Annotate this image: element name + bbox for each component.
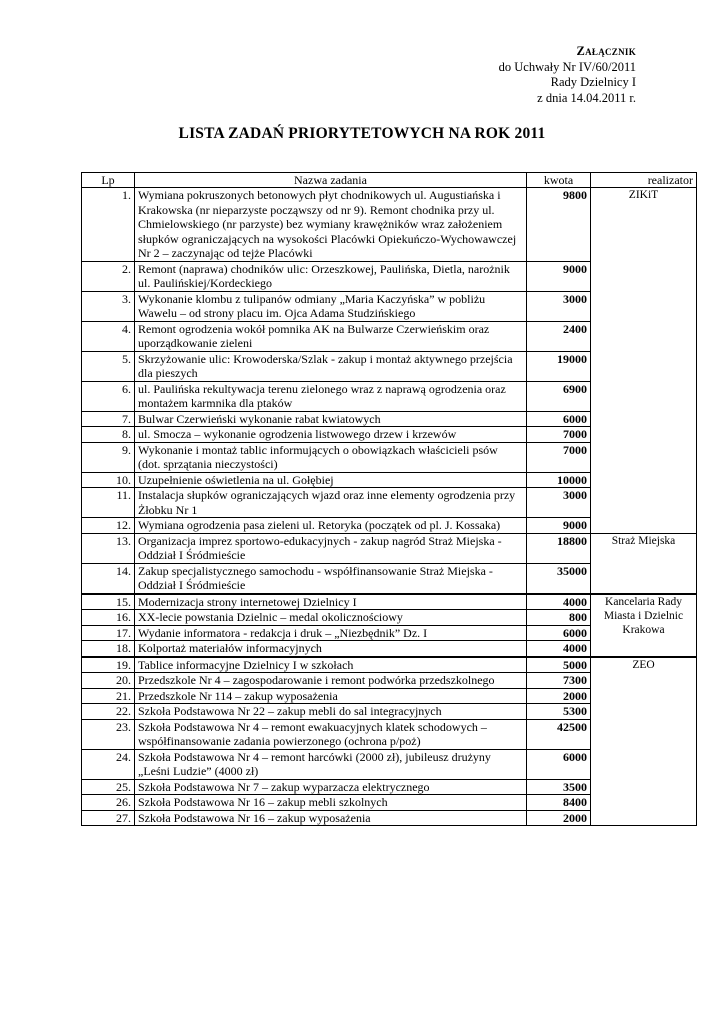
table-header-row — [82, 173, 697, 188]
task-name: Remont (naprawa) chodników ulic: Orzeszkowej, Paulińska, Dietla, narożnik ul. Paulińskiej/Kordeckiego — [135, 261, 527, 291]
task-name: Modernizacja strony internetowej Dzielnicy I — [135, 594, 527, 610]
row-number: 7. — [82, 411, 135, 427]
row-number: 25. — [82, 779, 135, 795]
council-line: Rady Dzielnicy I — [550, 75, 636, 89]
row-number: 10. — [82, 472, 135, 488]
task-amount: 6900 — [527, 381, 591, 411]
task-amount: 42500 — [527, 719, 591, 749]
task-name: Szkoła Podstawowa Nr 16 – zakup wyposażenia — [135, 810, 527, 826]
column-header-task-name: Nazwa zadania — [135, 173, 527, 188]
row-number: 2. — [82, 261, 135, 291]
task-amount: 7000 — [527, 427, 591, 443]
document-header — [499, 44, 636, 106]
task-amount: 7000 — [527, 442, 591, 472]
date-line: z dnia 14.04.2011 r. — [537, 90, 636, 105]
row-number: 9. — [82, 442, 135, 472]
task-name: XX-lecie powstania Dzielnic – medal okolicznościowy — [135, 610, 527, 626]
priority-tasks-table — [81, 172, 697, 826]
task-amount: 9800 — [527, 188, 591, 262]
task-name: Wymiana ogrodzenia pasa zieleni ul. Retoryka (początek od pl. J. Kossaka) — [135, 518, 527, 534]
row-number: 14. — [82, 563, 135, 594]
task-amount: 5000 — [527, 657, 591, 673]
page-title: LISTA ZADAŃ PRIORYTETOWYCH NA ROK 2011 — [178, 125, 546, 142]
task-name: Wykonanie klombu z tulipanów odmiany „Maria Kaczyńska” w pobliżu Wawelu – od strony placu im. Ojca Adama Studzińskiego — [135, 291, 527, 321]
task-name: Przedszkole Nr 114 – zakup wyposażenia — [135, 688, 527, 704]
realizer-cell: ZEO — [591, 657, 697, 826]
table-body — [82, 188, 697, 826]
row-number: 12. — [82, 518, 135, 534]
task-amount: 5300 — [527, 704, 591, 720]
task-name: Szkoła Podstawowa Nr 7 – zakup wyparzacza elektrycznego — [135, 779, 527, 795]
task-amount: 2000 — [527, 810, 591, 826]
task-name: Wydanie informatora - redakcja i druk – „Niezbędnik” Dz. I — [135, 625, 527, 641]
realizer-cell: Kancelaria Rady Miasta i Dzielnic Krakowa — [591, 594, 697, 657]
row-number: 5. — [82, 351, 135, 381]
table-row — [82, 188, 697, 262]
task-name: Wykonanie i montaż tablic informujących o obowiązkach właścicieli psów (dot. sprzątania nieczystości) — [135, 442, 527, 472]
column-header-lp: Lp — [82, 173, 135, 188]
task-amount: 6000 — [527, 749, 591, 779]
task-amount: 800 — [527, 610, 591, 626]
row-number: 21. — [82, 688, 135, 704]
realizer-cell: Straż Miejska — [591, 533, 697, 594]
table-row — [82, 533, 697, 563]
task-name: Kolportaż materiałów informacyjnych — [135, 641, 527, 657]
row-number: 3. — [82, 291, 135, 321]
task-name: Wymiana pokruszonych betonowych płyt chodnikowych ul. Augustiańska i Krakowska (nr nieparzyste począwszy od nr 9). Remont chodnika przy ul. Chmielowskiego (nr parzyste) bez wymiany krawężników wraz założeniem słupków ograniczających na wysokości Placówki Opiekuńczo-Wychowawczej Nr 2 – zaczynając od tejże Placówki — [135, 188, 527, 262]
task-name: Remont ogrodzenia wokół pomnika AK na Bulwarze Czerwieńskim oraz uporządkowanie zieleni — [135, 321, 527, 351]
row-number: 13. — [82, 533, 135, 563]
task-amount: 4000 — [527, 641, 591, 657]
task-amount: 3000 — [527, 488, 591, 518]
row-number: 27. — [82, 810, 135, 826]
table-row — [82, 594, 697, 610]
task-amount: 6000 — [527, 411, 591, 427]
row-number: 15. — [82, 594, 135, 610]
task-amount: 8400 — [527, 795, 591, 811]
column-header-realizer: realizator — [591, 173, 697, 188]
task-name: ul. Paulińska rekultywacja terenu zielonego wraz z naprawą ogrodzenia oraz montażem karmnika dla ptaków — [135, 381, 527, 411]
task-name: Szkoła Podstawowa Nr 4 – remont ewakuacyjnych klatek schodowych – współfinansowanie zadania powierzonego (ochrona p/poż) — [135, 719, 527, 749]
task-name: ul. Smocza – wykonanie ogrodzenia listwowego drzew i krzewów — [135, 427, 527, 443]
task-name: Uzupełnienie oświetlenia na ul. Gołębiej — [135, 472, 527, 488]
row-number: 24. — [82, 749, 135, 779]
task-name: Przedszkole Nr 4 – zagospodarowanie i remont podwórka przedszkolnego — [135, 673, 527, 689]
row-number: 20. — [82, 673, 135, 689]
task-name: Organizacja imprez sportowo-edukacyjnych - zakup nagród Straż Miejska - Oddział I Śródmieście — [135, 533, 527, 563]
row-number: 8. — [82, 427, 135, 443]
task-name: Tablice informacyjne Dzielnicy I w szkołach — [135, 657, 527, 673]
task-amount: 10000 — [527, 472, 591, 488]
task-amount: 3500 — [527, 779, 591, 795]
task-amount: 19000 — [527, 351, 591, 381]
task-name: Skrzyżowanie ulic: Krowoderska/Szlak - zakup i montaż aktywnego przejścia dla pieszych — [135, 351, 527, 381]
row-number: 6. — [82, 381, 135, 411]
row-number: 16. — [82, 610, 135, 626]
row-number: 17. — [82, 625, 135, 641]
task-amount: 35000 — [527, 563, 591, 594]
task-amount: 9000 — [527, 261, 591, 291]
task-name: Szkoła Podstawowa Nr 16 – zakup mebli szkolnych — [135, 795, 527, 811]
task-amount: 9000 — [527, 518, 591, 534]
task-amount: 7300 — [527, 673, 591, 689]
task-name: Instalacja słupków ograniczających wjazd oraz inne elementy ogrodzenia przy Żłobku Nr 1 — [135, 488, 527, 518]
attachment-label: Załącznik — [576, 44, 636, 58]
task-name: Zakup specjalistycznego samochodu - współfinansowanie Straż Miejska - Oddział I Śródmieście — [135, 563, 527, 594]
task-name: Szkoła Podstawowa Nr 22 – zakup mebli do sal integracyjnych — [135, 704, 527, 720]
task-name: Bulwar Czerwieński wykonanie rabat kwiatowych — [135, 411, 527, 427]
table-row — [82, 657, 697, 673]
task-amount: 6000 — [527, 625, 591, 641]
row-number: 4. — [82, 321, 135, 351]
task-amount: 3000 — [527, 291, 591, 321]
realizer-cell: ZIKiT — [591, 188, 697, 534]
row-number: 18. — [82, 641, 135, 657]
row-number: 19. — [82, 657, 135, 673]
task-amount: 18800 — [527, 533, 591, 563]
row-number: 22. — [82, 704, 135, 720]
row-number: 26. — [82, 795, 135, 811]
row-number: 23. — [82, 719, 135, 749]
task-amount: 4000 — [527, 594, 591, 610]
task-amount: 2000 — [527, 688, 591, 704]
task-name: Szkoła Podstawowa Nr 4 – remont harcówki (2000 zł), jubileusz drużyny „Leśni Ludzie” (4000 zł) — [135, 749, 527, 779]
task-amount: 2400 — [527, 321, 591, 351]
row-number: 1. — [82, 188, 135, 262]
column-header-amount: kwota — [527, 173, 591, 188]
resolution-line: do Uchwały Nr IV/60/2011 — [498, 59, 636, 74]
row-number: 11. — [82, 488, 135, 518]
